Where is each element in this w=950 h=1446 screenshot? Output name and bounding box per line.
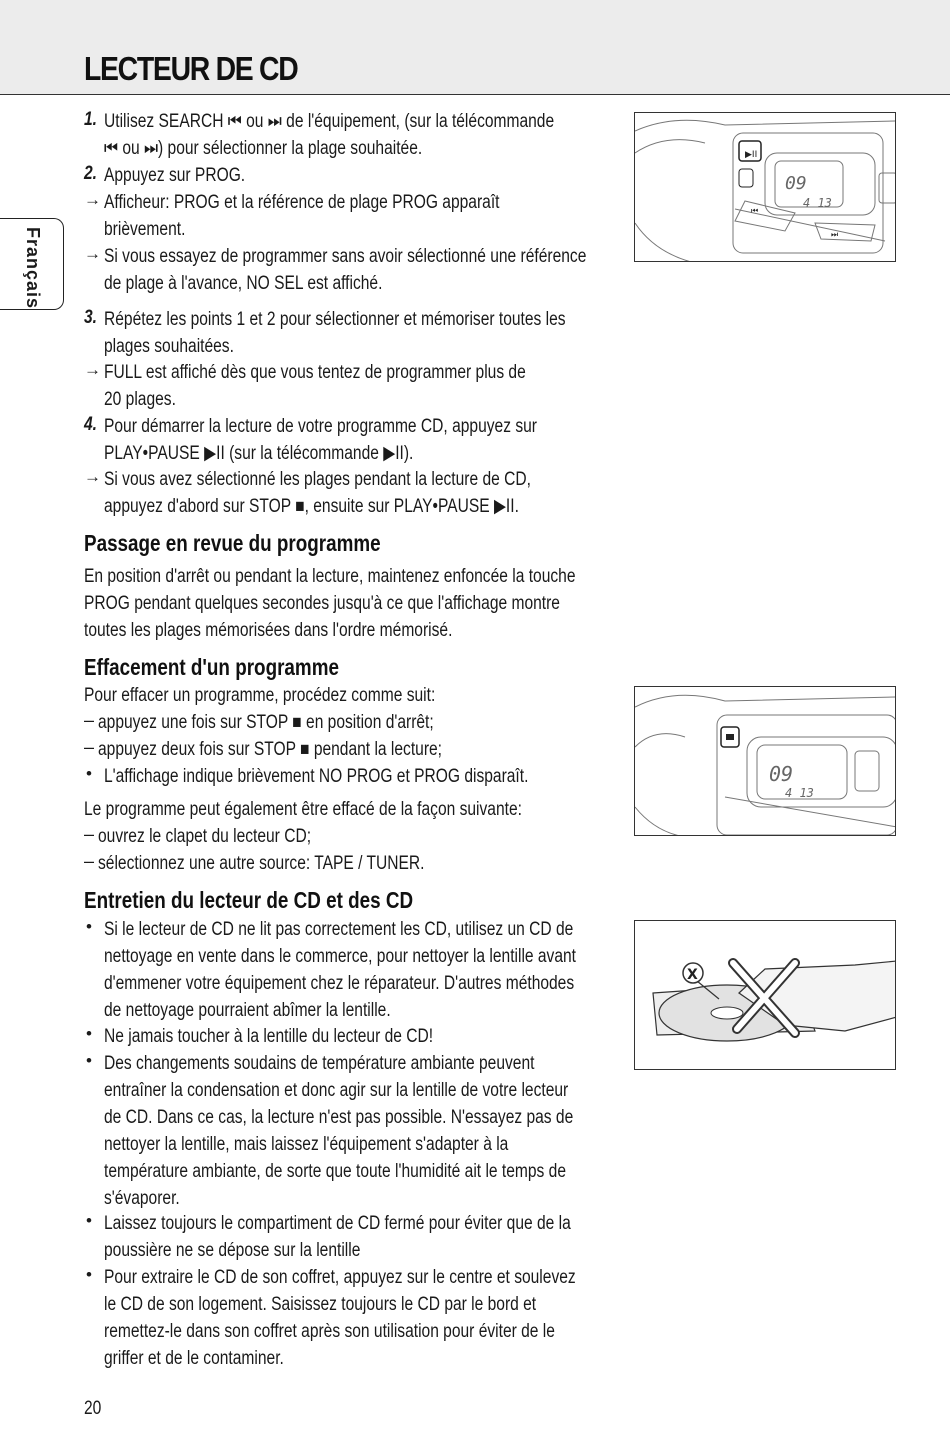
svg-text:4 13: 4 13 <box>785 786 814 800</box>
result-text: brièvement. <box>104 219 186 240</box>
list-item: appuyez une fois sur STOP ■ en position d'arrêt; <box>98 712 434 733</box>
list-line: Ne jamais toucher à la lentille du lecteur de CD! <box>104 1026 434 1047</box>
display-time: 4 13 <box>803 196 832 210</box>
dash-marker: – <box>84 824 95 844</box>
section-heading: Passage en revue du programme <box>84 530 381 556</box>
lens-warning-mark: X <box>687 967 698 983</box>
result-text: de plage à l'avance, NO SEL est affiché. <box>104 273 383 294</box>
svg-text:⏮: ⏮ <box>751 206 759 215</box>
display-track: 09 <box>785 173 807 194</box>
result-text: FULL est affiché dès que vous tentez de programmer plus de <box>104 362 526 383</box>
list-item: L'affichage indique brièvement NO PROG et PROG disparaît. <box>104 766 529 787</box>
step-text: Appuyez sur PROG. <box>104 165 246 186</box>
list-line: entraîner la condensation et donc agir sur la lentille de votre lecteur <box>104 1080 569 1101</box>
step-text: Utilisez SEARCH ⏮ ou ⏭ de l'équipement, (sur la télécommande <box>104 111 555 132</box>
arrow-icon: → <box>84 360 101 379</box>
page-number: 20 <box>84 1398 102 1419</box>
bullet-marker: • <box>86 1024 92 1043</box>
paragraph-line: toutes les plages mémorisées dans l'ordre mémorisé. <box>84 620 453 641</box>
list-line: remettez-le dans son coffret après son utilisation pour éviter de le <box>104 1321 555 1342</box>
step-number: 1. <box>84 109 98 130</box>
dash-marker: – <box>84 737 95 757</box>
step-number: 2. <box>84 163 98 184</box>
list-line: griffer et de le contaminer. <box>104 1348 284 1369</box>
bullet-marker: • <box>86 1265 92 1284</box>
section-heading: Effacement d'un programme <box>84 654 339 680</box>
paragraph-line: Le programme peut également être effacé de la façon suivante: <box>84 799 522 820</box>
list-line: de CD. Dans ce cas, la lecture n'est pas possible. N'essayez pas de <box>104 1107 574 1128</box>
result-text: Si vous avez sélectionné les plages pendant la lecture de CD, <box>104 469 531 490</box>
list-line: d'emmener votre équipement chez le réparateur. D'autres méthodes <box>104 973 575 994</box>
list-line: Des changements soudains de température ambiante peuvent <box>104 1053 535 1074</box>
list-line: s'évaporer. <box>104 1188 180 1209</box>
list-line: Laissez toujours le compartiment de CD fermé pour éviter que de la <box>104 1213 571 1234</box>
paragraph-line: Pour effacer un programme, procédez comme suit: <box>84 685 436 706</box>
page-header <box>0 0 950 95</box>
step-text: PLAY•PAUSE ▶II (sur la télécommande ▶II). <box>104 443 414 464</box>
play-pause-glyph: ▶II <box>745 150 758 160</box>
arrow-icon: → <box>84 190 101 209</box>
list-item: appuyez deux fois sur STOP ■ pendant la lecture; <box>98 739 443 760</box>
step-text: plages souhaitées. <box>104 336 234 357</box>
section-heading: Entretien du lecteur de CD et des CD <box>84 887 414 913</box>
list-line: température ambiante, de sorte que toute l'humidité ait le temps de <box>104 1161 566 1182</box>
page-title: LECTEUR DE CD <box>84 50 298 87</box>
list-line: poussière ne se dépose sur la lentille <box>104 1240 361 1261</box>
svg-text:⏭: ⏭ <box>831 230 839 239</box>
stop-button-illustration <box>634 686 896 836</box>
language-label: Français <box>23 227 43 310</box>
list-line: nettoyage en vente dans le commerce, pour nettoyer la lentille avant <box>104 946 577 967</box>
step-text: Pour démarrer la lecture de votre programme CD, appuyez sur <box>104 416 537 437</box>
svg-text:09: 09 <box>769 762 794 786</box>
result-text: 20 plages. <box>104 389 176 410</box>
list-line: Pour extraire le CD de son coffret, appuyez sur le centre et soulevez <box>104 1267 576 1288</box>
bullet-marker: • <box>86 917 92 936</box>
list-item: sélectionnez une autre source: TAPE / TUNER. <box>98 853 425 874</box>
list-item: ouvrez le clapet du lecteur CD; <box>98 826 312 847</box>
arrow-icon: → <box>84 244 101 263</box>
paragraph-line: PROG pendant quelques secondes jusqu'à ce que l'affichage montre <box>84 593 560 614</box>
bullet-marker: • <box>86 764 92 783</box>
step-number: 3. <box>84 307 98 328</box>
step-text: ⏮ ou ⏭) pour sélectionner la plage souhaitée. <box>104 138 423 159</box>
language-tab <box>0 218 64 310</box>
result-text: Afficheur: PROG et la référence de plage PROG apparaît <box>104 192 500 213</box>
bullet-marker: • <box>86 1211 92 1230</box>
list-line: Si le lecteur de CD ne lit pas correctement les CD, utilisez un CD de <box>104 919 574 940</box>
step-number: 4. <box>84 414 98 435</box>
list-line: de nettoyage pourraient abîmer la lentille. <box>104 1000 391 1021</box>
lens-warning-illustration <box>634 920 896 1070</box>
dash-marker: – <box>84 710 95 730</box>
list-line: nettoyer la lentille, mais laissez l'équipement s'adapter à la <box>104 1134 509 1155</box>
bullet-marker: • <box>86 1051 92 1070</box>
result-text: appuyez d'abord sur STOP ■, ensuite sur PLAY•PAUSE ▶II. <box>104 496 519 517</box>
result-text: Si vous essayez de programmer sans avoir sélectionné une référence <box>104 246 587 267</box>
cd-player-illustration <box>634 112 896 262</box>
paragraph-line: En position d'arrêt ou pendant la lecture, maintenez enfoncée la touche <box>84 566 576 587</box>
list-line: le CD de son logement. Saisissez toujours le CD par le bord et <box>104 1294 537 1315</box>
step-text: Répétez les points 1 et 2 pour sélectionner et mémoriser toutes les <box>104 309 566 330</box>
dash-marker: – <box>84 851 95 871</box>
arrow-icon: → <box>84 467 101 486</box>
